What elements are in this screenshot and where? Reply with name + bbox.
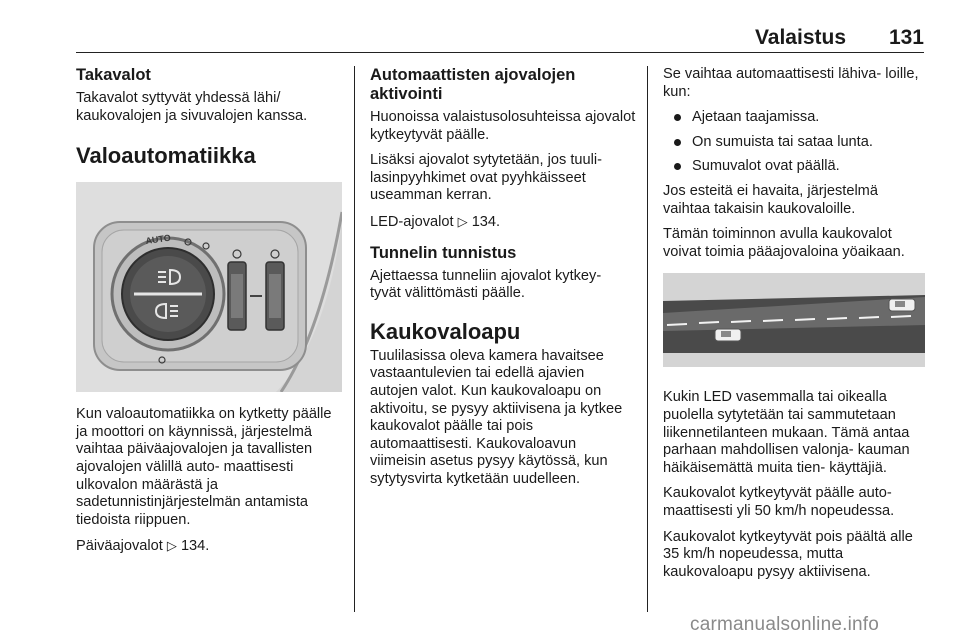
light-switch-illustration — [76, 182, 342, 392]
paragraph-kaukovalot-pois: Kaukovalot kytkeytyvät pois päältä alle 35 km/h nopeudessa, mutta kaukovaloapu pysyy aktiivisena. — [663, 528, 913, 580]
matrix-beam-illustration — [663, 273, 925, 367]
preceding-car-icon — [715, 329, 741, 341]
auto-label: AUTO — [144, 232, 172, 247]
heading-valoautomatiikka: Valoautomatiikka — [76, 143, 256, 169]
heading-kaukovaloapu: Kaukovaloapu — [370, 318, 521, 344]
list-item: Ajetaan taajamissa. — [663, 109, 925, 127]
paragraph-tuulilasissa: Tuulilasissa oleva kamera havaitsee vastaantulevien tai edellä ajavien autojen valot. Kun kaukovaloapu on aktivoitu, se pysyy aktiivisena ja kytkee kaukovalot päälle tai pois automaattisesti. Kaukovaloavun viimeisin asetus pysyy käytössä, kun sytytysvirta kytketään uudelleen. — [370, 347, 623, 487]
column-divider — [354, 66, 355, 612]
section-title: Valaistus — [754, 26, 846, 49]
paragraph-ajettaessa: Ajettaessa tunneliin ajovalot kytkey- tyvät välittömästi päälle. — [370, 267, 602, 302]
column-1 — [76, 66, 342, 564]
oncoming-car-icon — [889, 299, 915, 311]
column-divider — [647, 66, 648, 612]
heading-takavalot: Takavalot — [76, 66, 151, 84]
bullet-icon — [674, 163, 681, 170]
page-number: 131 — [888, 26, 924, 49]
paragraph-kukin: Kukin LED vasemmalla tai oikealla puolella sytytetään tai sammutetaan liikennetilanteen mukaan. Tämä antaa parhaan mahdollisen valonja- kauman häikäisemättä muita tien- käyttäjiä. — [663, 389, 910, 476]
paragraph-led: LED-ajovalot ▷ 134. — [370, 213, 501, 230]
paragraph-taman: Tämän toiminnon avulla kaukovalot voivat toimia pääajovaloina yöaikaan. — [663, 226, 905, 260]
paragraph-huonoissa: Huonoissa valaistusolosuhteissa ajovalot kytkeytyvät päälle. — [370, 109, 636, 143]
bullet-icon — [674, 139, 681, 146]
paragraph-takavalot: Takavalot syttyvät yhdessä lähi/ kaukovalojen ja sivuvalojen kanssa. — [76, 90, 308, 124]
paragraph-lisaksi: Lisäksi ajovalot sytytetään, jos tuuli- lasinpyyhkimet ovat pyyhkäisseet useamman kerran. — [370, 152, 602, 204]
paragraph-jos: Jos esteitä ei havaita, järjestelmä vaihtaa takaisin kaukovaloille. — [663, 182, 878, 217]
paragraph-kaukovalot-paalle: Kaukovalot kytkeytyvät päälle auto- maattisesti yli 50 km/h nopeudessa. — [663, 485, 895, 519]
paragraph-kun: Kun valoautomatiikka on kytketty päälle ja moottori on käynnissä, järjestelmä vaihtaa päiväajovalojen ja tavallisten ajovalojen välillä auto- maattisesti ulkovalon määrästä ja sadetunnistinjärjestelmän antamista tiedoista riippuen. — [76, 406, 332, 528]
heading-automaattisten: Automaattisten ajovalojen aktivointi — [370, 66, 576, 103]
page-header — [76, 22, 924, 53]
list-item: Sumuvalot ovat päällä. — [663, 158, 925, 176]
list-item: On sumuista tai sataa lunta. — [663, 134, 925, 152]
column-3 — [663, 66, 925, 589]
paragraph-paivaajovalot: Päiväajovalot ▷ 134. — [76, 538, 210, 555]
bullet-icon — [674, 114, 681, 121]
page-reference-icon: ▷ — [457, 213, 468, 229]
paragraph-se-vaihtaa: Se vaihtaa automaattisesti lähiva- loille, kun: — [663, 66, 919, 100]
watermark: carmanualsonline.info — [690, 614, 880, 635]
heading-tunnelin: Tunnelin tunnistus — [370, 243, 517, 262]
column-2 — [370, 66, 636, 497]
conditions-list — [663, 109, 925, 176]
page-reference-icon: ▷ — [166, 538, 177, 554]
